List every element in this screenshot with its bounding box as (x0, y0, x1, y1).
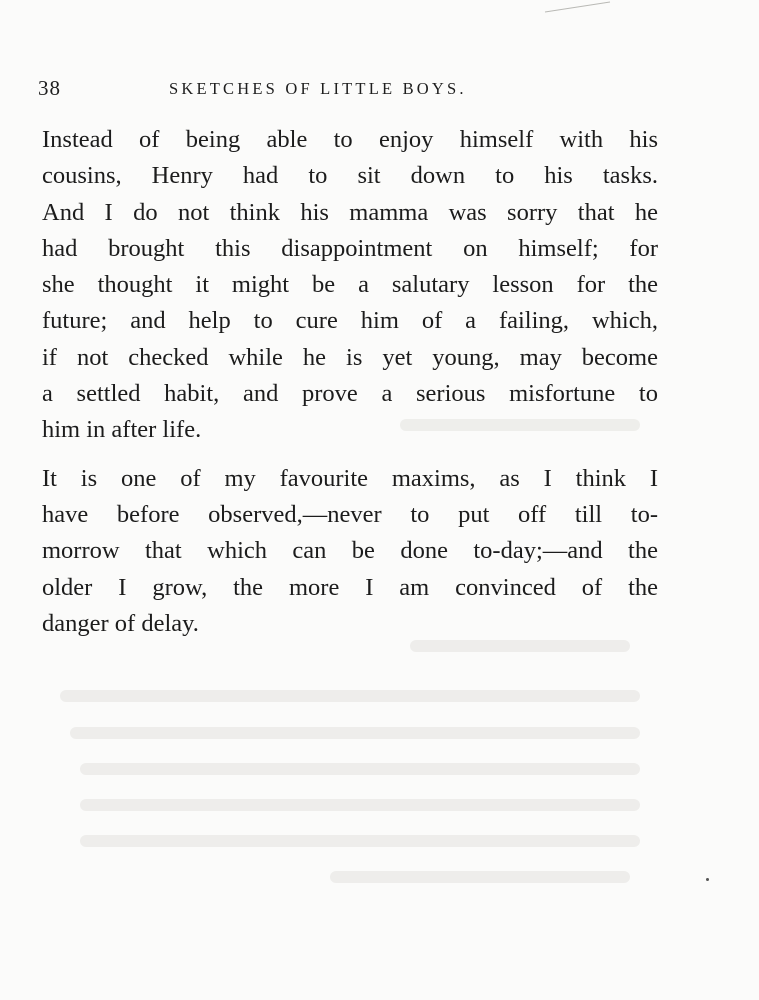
page-number: 38 (38, 76, 61, 100)
page-header (38, 76, 658, 102)
text-line: him in after life. (42, 416, 202, 444)
paragraph-2 (42, 461, 658, 642)
text-line: It is one of my favourite maxims, as I think I (42, 464, 658, 492)
text-line: And I do not think his mamma was sorry that he (42, 198, 658, 226)
text-line: future; and help to cure him of a failing, which, (42, 307, 658, 335)
text-line: had brought this disappointment on himself; for (42, 234, 658, 262)
running-head: SKETCHES OF LITTLE BOYS. (169, 79, 467, 98)
text-line: have before observed,—never to put off till to- (42, 500, 658, 528)
paragraph-1 (42, 122, 658, 449)
text-line: danger of delay. (42, 609, 199, 637)
text-line: if not checked while he is yet young, may become (42, 343, 658, 371)
text-line: cousins, Henry had to sit down to his tasks. (42, 162, 658, 190)
text-line: older I grow, the more I am convinced of the (42, 573, 658, 601)
body-text (42, 122, 658, 642)
text-line: morrow that which can be done to-day;—and the (42, 537, 658, 565)
text-line: Instead of being able to enjoy himself with his (42, 126, 658, 153)
text-line: she thought it might be a salutary lesson for the (42, 271, 658, 299)
paper-speck (706, 878, 709, 881)
text-line: a settled habit, and prove a serious misfortune to (42, 380, 658, 408)
